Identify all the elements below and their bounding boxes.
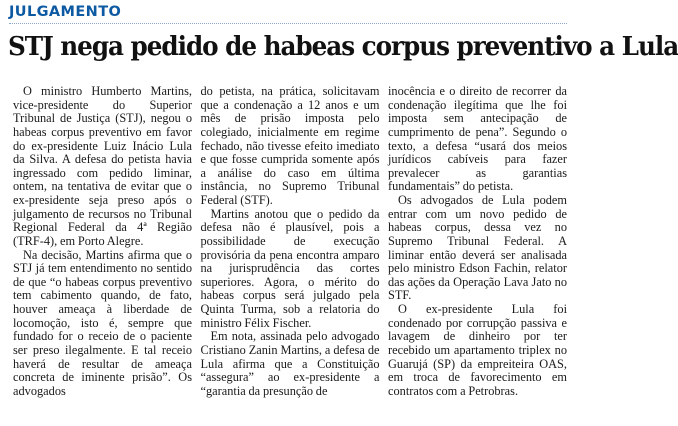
article-paragraph: Em nota, assinada pelo advogado Cristiano Zanin Martins, a defesa de Lula afirma que a Constituição “assegura” ao ex-presidente a “garantia da presunção de bbox=[200, 329, 380, 398]
article-paragraph: inocência e o direito de recorrer da condenação ilegítima que lhe foi imposta sem antecipação de cumprimento de pena”. Segundo o texto, a defesa “usará dos meios jurídicos cabíveis para fazer prevalecer as garantias fundamentais” do petista. bbox=[388, 84, 567, 194]
article-paragraph: O ex-presidente Lula foi condenado por corrupção passiva e lavagem de dinheiro por ter recebido um apartamento triplex no Guarujá (SP) da empreiteira OAS, em troca de favorecimento em contratos com a Petrobras. bbox=[388, 302, 567, 398]
article-paragraph: Martins anotou que o pedido da defesa não é plausível, pois a possibilidade de execução provisória da pena encontra amparo na jurisprudência das cortes superiores. Agora, o mérito do habeas corpus será julgado pela Quinta Turma, sob a relatoria do ministro Félix Fischer. bbox=[200, 206, 380, 330]
article-paragraph: O ministro Humberto Martins, vice-presidente do Superior Tribunal de Justiça (STJ), negou o habeas corpus preventivo em favor do ex-presidente Luiz Inácio Lula da Silva. A defesa do petista havia ingressado com pedido liminar, ontem, na tentativa de evitar que o ex-presidente seja preso após o julgamento de recursos no Tribunal Regional Federal da 4ª Região (TRF-4), em Porto Alegre. bbox=[13, 84, 192, 248]
section-kicker: JULGAMENTO bbox=[9, 4, 122, 20]
article-body bbox=[13, 85, 567, 420]
article-column-1 bbox=[13, 85, 192, 420]
article-paragraph: do petista, na prática, solicitavam que a condenação a 12 anos e um mês de prisão imposta pelo colegiado, inicialmente em regime fechado, não tivesse efeito imediato e que fosse cumprida somente após a análise do caso em última instância, no Supremo Tribunal Federal (STF). bbox=[200, 84, 380, 207]
article-column-2 bbox=[201, 85, 380, 420]
article-paragraph: Na decisão, Martins afirma que o STJ já tem entendimento no sentido de que “o habeas corpus preventivo tem cabimento quando, de fato, houver ameaça à liberdade de locomoção, isto é, sempre que fundado for o receio de o paciente ser preso ilegalmente. E tal receio haverá de resultar de ameaça concreta de iminente prisão”. Os advogados bbox=[13, 247, 192, 398]
article-headline: STJ nega pedido de habeas corpus preventivo a Lula bbox=[8, 31, 678, 62]
article-paragraph: Os advogados de Lula podem entrar com um novo pedido de habeas corpus, dessa vez no Supremo Tribunal Federal. A liminar então deverá ser analisada pelo ministro Edson Fachin, relator das ações da Operação Lava Jato no STF. bbox=[388, 193, 567, 303]
kicker-divider bbox=[9, 23, 567, 24]
article-column-3 bbox=[388, 85, 567, 420]
